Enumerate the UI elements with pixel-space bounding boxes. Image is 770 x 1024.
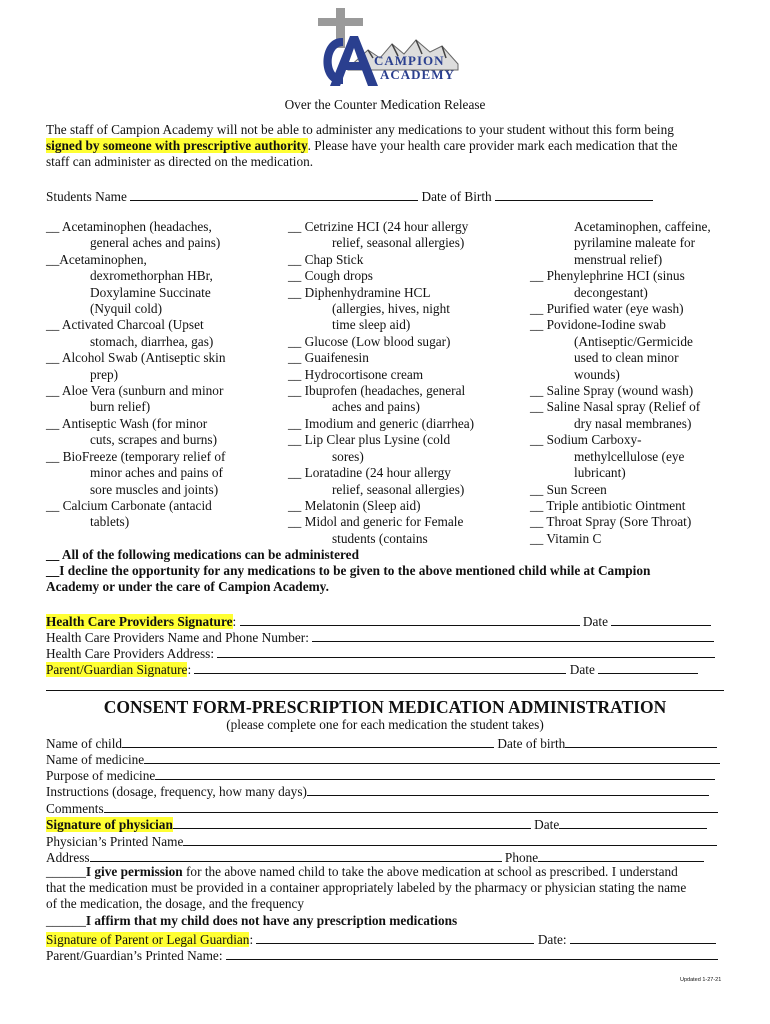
medication-option-detail: sores) bbox=[332, 448, 364, 464]
phone-label: Phone bbox=[504, 850, 539, 865]
address-field[interactable] bbox=[90, 848, 502, 862]
medicine-name-field[interactable] bbox=[144, 750, 720, 764]
medication-option-detail: general aches and pains) bbox=[90, 235, 221, 251]
intro-line-1: The staff of Campion Academy will not be able to administer any medications to your student without this form being bbox=[46, 122, 674, 137]
instructions-label: Instructions (dosage, frequency, how many days) bbox=[46, 784, 307, 799]
hcp-date-field[interactable] bbox=[611, 612, 711, 626]
purpose-field[interactable] bbox=[155, 766, 715, 780]
medication-option[interactable]: __ Imodium and generic (diarrhea) bbox=[288, 415, 475, 431]
permission-line-2: that the medication must be provided in a container appropriately labeled by the pharmacy or physician stating the name bbox=[46, 880, 687, 895]
parent-date-label: Date bbox=[569, 662, 595, 677]
guardian-name-label: Parent/Guardian’s Printed Name: bbox=[46, 948, 223, 963]
guardian-name-field[interactable] bbox=[226, 946, 718, 960]
medication-option[interactable]: __ Cough drops bbox=[288, 268, 373, 284]
medication-option-detail: relief, seasonal allergies) bbox=[332, 481, 465, 497]
medication-option[interactable]: __ Calcium Carbonate (antacid bbox=[46, 497, 212, 513]
colon: : bbox=[187, 662, 192, 677]
child-dob-field[interactable] bbox=[565, 734, 717, 748]
intro-line-2-rest: . Please have your health care provider mark each medication that the bbox=[307, 138, 678, 153]
medication-option[interactable]: __ Purified water (eye wash) bbox=[530, 301, 684, 317]
physician-signature-field[interactable] bbox=[173, 815, 531, 829]
permission-line-1 bbox=[46, 864, 678, 880]
medication-option-detail: (allergies, hives, night bbox=[332, 301, 450, 317]
medication-option[interactable]: __ Triple antibiotic Ointment bbox=[530, 497, 686, 513]
parent-signature-label: Parent/Guardian Signature bbox=[46, 662, 188, 677]
affirm-bold: I affirm that my child does not have any prescription medications bbox=[85, 913, 458, 928]
physician-date-label: Date bbox=[534, 817, 560, 832]
medication-option-detail: decongestant) bbox=[574, 284, 648, 300]
student-name-label: Students Name bbox=[46, 189, 127, 204]
medication-option[interactable]: __ Loratadine (24 hour allergy bbox=[288, 465, 451, 481]
medication-column-3 bbox=[530, 219, 770, 547]
physician-signature-label: Signature of physician bbox=[46, 817, 173, 832]
guardian-name-row bbox=[46, 946, 718, 964]
permission-text-a: for the above named child to take the above medication at school as prescribed. I understand bbox=[182, 864, 678, 879]
otc-title: Over the Counter Medication Release bbox=[284, 97, 486, 112]
logo-text-academy: ACADEMY bbox=[380, 67, 455, 82]
medication-option-detail: dexromethorphan HBr, bbox=[90, 268, 213, 284]
hcp-name-label: Health Care Providers Name and Phone Number: bbox=[46, 630, 309, 645]
medication-option-detail: lubricant) bbox=[574, 465, 626, 481]
student-name-field[interactable] bbox=[130, 187, 418, 201]
medication-option-detail: (Nyquil cold) bbox=[90, 301, 163, 317]
rx-subtitle: (please complete one for each medication the student takes) bbox=[226, 717, 544, 732]
medication-option[interactable]: __ Acetaminophen (headaches, bbox=[46, 219, 212, 234]
guardian-signature-label: Signature of Parent or Legal Guardian bbox=[46, 932, 250, 947]
hcp-address-label: Health Care Providers Address: bbox=[46, 646, 215, 661]
instructions-row bbox=[46, 782, 709, 800]
physician-signature-row bbox=[46, 815, 707, 833]
affirm-row bbox=[46, 913, 457, 929]
hcp-name-field[interactable] bbox=[312, 628, 714, 642]
comments-label: Comments bbox=[46, 801, 104, 816]
cross-horizontal bbox=[318, 18, 363, 26]
medication-option-detail: stomach, diarrhea, gas) bbox=[90, 333, 214, 349]
colon: : bbox=[232, 614, 237, 629]
medication-option[interactable]: __ Aloe Vera (sunburn and minor bbox=[46, 383, 224, 399]
medication-option[interactable]: __ Ibuprofen (headaches, general bbox=[288, 383, 466, 399]
medication-option[interactable]: __ Activated Charcoal (Upset bbox=[46, 317, 204, 333]
medication-option-detail: burn relief) bbox=[90, 399, 151, 415]
medication-option-detail: relief, seasonal allergies) bbox=[332, 235, 465, 251]
medication-option-detail: sore muscles and joints) bbox=[90, 481, 219, 497]
child-dob-label: Date of birth bbox=[497, 736, 566, 751]
medication-option-detail: students (contains bbox=[332, 530, 428, 546]
child-name-field[interactable] bbox=[122, 734, 494, 748]
parent-signature-field[interactable] bbox=[194, 660, 566, 674]
medication-option[interactable]: __ BioFreeze (temporary relief of bbox=[46, 448, 226, 464]
permission-bold: I give permission bbox=[85, 864, 183, 879]
intro-highlight: signed by someone with prescriptive authority bbox=[46, 138, 308, 153]
child-name-label: Name of child bbox=[46, 736, 123, 751]
medication-column-2 bbox=[288, 219, 528, 547]
medication-option-detail: cuts, scrapes and burns) bbox=[90, 432, 218, 448]
phone-field[interactable] bbox=[538, 848, 704, 862]
guardian-date-field[interactable] bbox=[570, 930, 716, 944]
permission-blank[interactable]: ______ bbox=[46, 864, 86, 879]
purpose-label: Purpose of medicine bbox=[46, 768, 156, 783]
medication-option[interactable]: __ Saline Spray (wound wash) bbox=[530, 383, 694, 399]
physician-name-field[interactable] bbox=[183, 832, 717, 846]
medication-option-detail: methylcellulose (eye bbox=[574, 448, 685, 464]
physician-name-label: Physician’s Printed Name bbox=[46, 834, 184, 849]
hcp-signature-label: Health Care Providers Signature bbox=[46, 614, 233, 629]
guardian-signature-field[interactable] bbox=[256, 930, 534, 944]
medication-option[interactable]: __ Throat Spray (Sore Throat) bbox=[530, 514, 692, 530]
intro-line-3: staff can administer as directed on the medication. bbox=[46, 154, 314, 169]
medication-option[interactable]: __ Sun Screen bbox=[530, 481, 607, 497]
decline-option-line-2: Academy or under the care of Campion Academy. bbox=[46, 579, 329, 594]
medication-option[interactable]: __ Povidone-Iodine swab bbox=[530, 317, 666, 333]
permission-line-3: of the medication, the dosage, and the frequency bbox=[46, 896, 305, 911]
medication-option[interactable]: __Acetaminophen, bbox=[46, 251, 147, 267]
medication-option-detail: prep) bbox=[90, 366, 119, 382]
medication-option-detail: time sleep aid) bbox=[332, 317, 411, 333]
medication-option[interactable]: __ Guaifenesin bbox=[288, 350, 369, 366]
medication-option[interactable]: __ Saline Nasal spray (Relief of bbox=[530, 399, 701, 415]
instructions-field[interactable] bbox=[307, 782, 709, 796]
medication-option[interactable]: __ Alcohol Swab (Antiseptic skin bbox=[46, 350, 226, 366]
medication-option[interactable]: __ Hydrocortisone cream bbox=[288, 366, 424, 382]
medication-option[interactable]: __ Chap Stick bbox=[288, 251, 364, 267]
medication-option-detail: (Antiseptic/Germicide bbox=[574, 333, 693, 349]
rx-title: CONSENT FORM-PRESCRIPTION MEDICATION ADMINISTRATION bbox=[103, 697, 667, 717]
medication-option[interactable]: __ Vitamin C bbox=[530, 530, 602, 546]
dob-field[interactable] bbox=[495, 187, 653, 201]
medication-option-detail: minor aches and pains of bbox=[90, 465, 223, 481]
campion-academy-logo bbox=[288, 8, 468, 90]
intro-line-2 bbox=[46, 138, 678, 154]
comments-field[interactable] bbox=[104, 799, 718, 813]
medication-option[interactable]: __ Glucose (Low blood sugar) bbox=[288, 333, 451, 349]
medication-option[interactable]: __ Phenylephrine HCI (sinus bbox=[530, 268, 685, 284]
decline-option-line-1[interactable]: __I decline the opportunity for any medications to be given to the above mentioned child while at Campion bbox=[46, 563, 651, 578]
medication-option[interactable]: __ Sodium Carboxy- bbox=[530, 432, 642, 448]
colon: : bbox=[249, 932, 254, 947]
hcp-address-field[interactable] bbox=[217, 644, 715, 658]
medication-option-detail: menstrual relief) bbox=[574, 251, 663, 267]
affirm-blank[interactable]: ______ bbox=[46, 913, 86, 928]
guardian-date-label: Date: bbox=[537, 932, 567, 947]
medication-option-detail: pyrilamine maleate for bbox=[574, 235, 696, 251]
medication-column-1 bbox=[46, 219, 286, 531]
medication-option[interactable]: __ Cetrizine HCI (24 hour allergy bbox=[288, 219, 469, 234]
medication-option[interactable]: __ Midol and generic for Female bbox=[288, 514, 464, 530]
medication-option-detail: Acetaminophen, caffeine, bbox=[574, 219, 711, 234]
student-name-row bbox=[46, 187, 653, 205]
address-label: Address bbox=[46, 850, 90, 865]
physician-date-field[interactable] bbox=[559, 815, 707, 829]
medication-option[interactable]: __ Diphenhydramine HCL bbox=[288, 284, 431, 300]
parent-date-field[interactable] bbox=[598, 660, 698, 674]
hcp-date-label: Date bbox=[582, 614, 608, 629]
section-divider bbox=[46, 690, 724, 691]
medication-option-detail: Doxylamine Succinate bbox=[90, 284, 211, 300]
updated-date: Updated 1-27-21 bbox=[680, 977, 722, 983]
medication-option[interactable]: __ Melatonin (Sleep aid) bbox=[288, 497, 421, 513]
medication-option[interactable]: __ Lip Clear plus Lysine (cold bbox=[288, 432, 451, 448]
medication-option-detail: used to clean minor bbox=[574, 350, 679, 366]
all-medications-option[interactable]: __ All of the following medications can be administered bbox=[46, 547, 359, 562]
medication-option[interactable]: __ Antiseptic Wash (for minor bbox=[46, 415, 208, 431]
medicine-name-label: Name of medicine bbox=[46, 752, 145, 767]
medication-option-detail: wounds) bbox=[574, 366, 620, 382]
medication-option-detail: tablets) bbox=[90, 514, 130, 530]
medication-option-detail: aches and pains) bbox=[332, 399, 420, 415]
parent-signature-row bbox=[46, 660, 698, 678]
logo-text-campion: CAMPION bbox=[374, 53, 445, 68]
dob-label: Date of Birth bbox=[421, 189, 492, 204]
medication-option-detail: dry nasal membranes) bbox=[574, 415, 692, 431]
hcp-signature-field[interactable] bbox=[240, 612, 580, 626]
